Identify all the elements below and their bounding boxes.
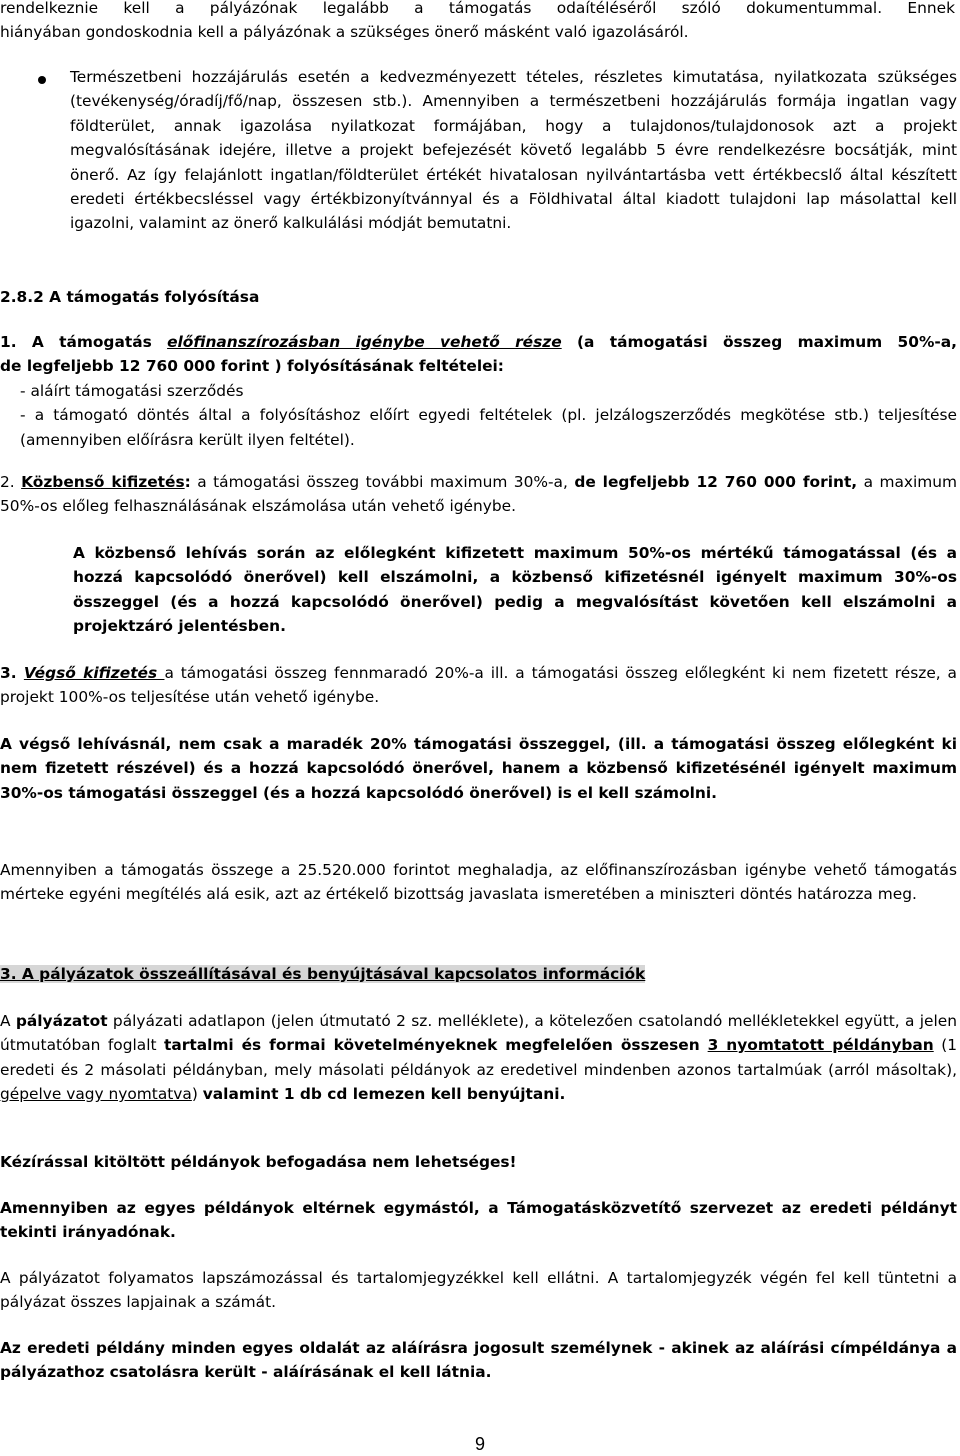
section-heading-3: 3. A pályázatok összeállításával és benyújtásával kapcsolatos információk [0, 965, 646, 983]
item-1: 1. A támogatás előfinanszírozásban igénybe vehető része (a támogatási összeg maximum 50%-a, de legfeljebb 12 760 000 forint ) folyósításának feltételei: - aláírt támogatási szerződés - a támogató döntés által a folyósításhoz előírt egyedi feltételek (pl. jelzálogszerződés megkötése stb.) teljesítése (amennyiben előírásra került ilyen feltétel). [0, 333, 957, 449]
section-heading-2-8-2: 2.8.2 A támogatás folyósítása [0, 288, 260, 306]
section-3-paragraph-1: A pályázatot pályázati adatlapon (jelen útmutató 2 sz. melléklete), a kötelezően csatolandó mellékletekkel együtt, a jelen útmutatóban foglalt tartalmi és formai követelményeknek megfelelően összesen 3 nyomtatott példányban (1 eredeti és 2 másolati példányban, mely másolati példányok az eredetivel mindenben azonos tartalmúak (arról másoltak), gépelve vagy nyomtatva) valamint 1 db cd lemezen kell benyújtani. [0, 1012, 957, 1104]
section-3-paragraph-5: Az eredeti példány minden egyes oldalát az aláírásra jogosult személynek - akinek az aláírási címpéldánya a pályázathoz csatolásra került - aláírásának el kell látnia. [0, 1339, 957, 1382]
item-1-emphasis: előfinanszírozásban igénybe vehető része [167, 333, 562, 351]
section-3-paragraph-4: A pályázatot folyamatos lapszámozással és tartalomjegyzékkel kell ellátni. A tartalomjegyzék végén fel kell tüntetni a pályázat összes lapjainak a számát. [0, 1269, 957, 1312]
item-2: 2. Közbenső kifizetés: a támogatási összeg további maximum 30%-a, de legfeljebb 12 760 000 forint, a maximum 50%-os előleg felhasználásának elszámolása után vehető igénybe. [0, 473, 958, 516]
item-2-note: A közbenső lehívás során az előlegként kifizetett maximum 50%-os mértékű támogatással (és a hozzá kapcsolódó önerővel) kell elszámolni, a közbenső kifizetésnél igényelt maximum 30%-os összeggel (és a hozzá kapcsolódó önerővel) pedig a megvalósítást követően kell elszámolni a projektzáró jelentésben. [73, 544, 957, 636]
item-3: 3. Végső kifizetés a támogatási összeg fennmaradó 20%-a ill. a támogatási összeg előlegként ki nem fizetett része, a projekt 100%-os teljesítése után vehető igénybe. [0, 664, 957, 707]
section-3-paragraph-2: Kézírással kitöltött példányok befogadása nem lehetséges! [0, 1153, 517, 1171]
section-3-paragraph-3: Amennyiben az egyes példányok eltérnek egymástól, a Támogatásközvetítő szervezet az eredeti példányt tekinti irányadónak. [0, 1199, 957, 1242]
bullet-icon [38, 76, 46, 84]
amount-note: Amennyiben a támogatás összege a 25.520.000 forintot meghaladja, az előfinanszírozásban igénybe vehető támogatás mérteke egyéni megítélés alá esik, azt az értékelő bizottság javaslata ismeretében a miniszteri döntés határozza meg. [0, 861, 957, 904]
item-3-note: A végső lehívásnál, nem csak a maradék 20% támogatási összeggel, (ill. a támogatási összeg előlegként ki nem fizetett részével) és a hozzá kapcsolódó önerővel, hanem a közbenső kifizetésénél igényelt maximum 30%-os támogatási összeggel (és a hozzá kapcsolódó önerővel) is el kell számolni. [0, 735, 957, 802]
item-3-emphasis: Végső kifizetés [23, 664, 165, 682]
bullet-paragraph: Természetbeni hozzájárulás esetén a kedvezményezett tételes, részletes kimutatása, nyilatkozata szükséges (tevékenység/óradíj/fő/nap, összesen stb.). Amennyiben a természetbeni hozzájárulás formája ingatlan vagy földterület, annak igazolása nyilatkozat formájában, hogy a tulajdonos/tulajdonosok azt a projekt megvalósításának idejére, illetve a projekt befejezését követő legalább 5 évre rendelkezésre bocsátják, mint önerő. Az így felajánlott ingatlan/földterület értékét hivatalosan nyilvántartásba vett értékbecslő által készített eredeti értékbecsléssel vagy értékbizonyítvánnyal és a Földhivatal által kiadott tulajdoni lap másolattal kell igazolni, valamint az önerő kalkulálási módját bemutatni. [70, 68, 957, 233]
page-number: 9 [474, 1434, 485, 1454]
intro-paragraph: rendelkeznie kell a pályázónak legalább a támogatás odaítéléséről szóló dokumentummal. Ennek hiányában gondoskodnia kell a pályázónak a szükséges önerő másként való igazolásáról. [0, 0, 955, 42]
item-2-emphasis: Közbenső kifizetés [21, 473, 185, 491]
